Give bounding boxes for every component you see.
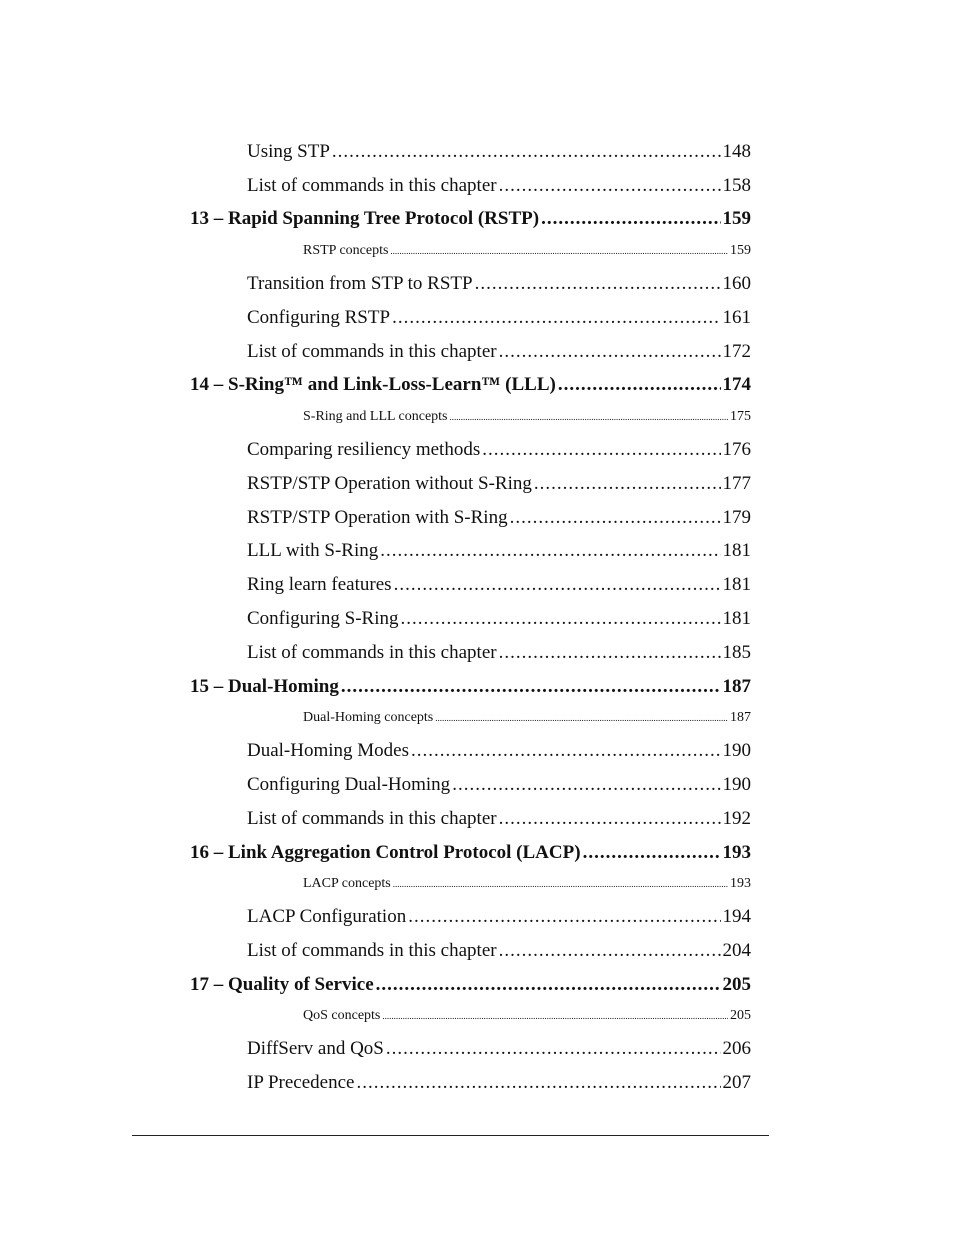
dot-leader bbox=[393, 880, 728, 889]
toc-subentry[interactable] bbox=[303, 410, 751, 424]
toc-entry-page: 160 bbox=[722, 273, 751, 294]
dot-leader bbox=[482, 440, 720, 459]
dot-leader bbox=[558, 375, 721, 394]
toc-entry-page: 185 bbox=[722, 642, 751, 663]
toc-entry-page: 176 bbox=[722, 439, 751, 460]
toc-chapter-entry[interactable] bbox=[190, 975, 751, 994]
toc-chapter-entry[interactable] bbox=[190, 677, 751, 696]
toc-entry-title: 17 – Quality of Service bbox=[190, 974, 374, 995]
toc-entry[interactable] bbox=[247, 274, 751, 293]
dot-leader bbox=[510, 508, 721, 527]
toc-entry-title: Transition from STP to RSTP bbox=[247, 273, 473, 294]
toc-subentry[interactable] bbox=[303, 711, 751, 725]
toc-entry[interactable] bbox=[247, 609, 751, 628]
toc-entry-page: 192 bbox=[722, 808, 751, 829]
dot-leader bbox=[390, 247, 728, 256]
toc-entry-page: 159 bbox=[722, 208, 751, 229]
toc-entry[interactable] bbox=[247, 474, 751, 493]
toc-entry-page: 158 bbox=[722, 175, 751, 196]
toc-chapter-entry[interactable] bbox=[190, 375, 751, 394]
toc-entry[interactable] bbox=[247, 643, 751, 662]
toc-entry-page: 181 bbox=[722, 540, 751, 561]
toc-entry[interactable] bbox=[247, 1073, 751, 1092]
toc-entry-page: 187 bbox=[730, 710, 751, 725]
dot-leader bbox=[382, 1012, 728, 1021]
toc-entry-title: Dual-Homing concepts bbox=[303, 710, 434, 725]
dot-leader bbox=[499, 643, 721, 662]
dot-leader bbox=[541, 209, 720, 228]
toc-entry-title: List of commands in this chapter bbox=[247, 175, 497, 196]
toc-entry-page: 204 bbox=[722, 940, 751, 961]
dot-leader bbox=[376, 975, 721, 994]
toc-entry-page: 193 bbox=[730, 876, 751, 891]
dot-leader bbox=[386, 1039, 721, 1058]
toc-entry[interactable] bbox=[247, 775, 751, 794]
toc-subentry[interactable] bbox=[303, 1009, 751, 1023]
dot-leader bbox=[332, 142, 721, 161]
toc-entry-title: LLL with S-Ring bbox=[247, 540, 379, 561]
dot-leader bbox=[452, 775, 720, 794]
toc-subentry[interactable] bbox=[303, 244, 751, 258]
toc-entry[interactable] bbox=[247, 809, 751, 828]
toc-entry-title: List of commands in this chapter bbox=[247, 940, 497, 961]
toc-entry-page: 206 bbox=[722, 1038, 751, 1059]
toc-entry-page: 179 bbox=[722, 507, 751, 528]
toc-entry-page: 148 bbox=[722, 141, 751, 162]
toc-entry-title: LACP Configuration bbox=[247, 906, 407, 927]
dot-leader bbox=[499, 176, 721, 195]
toc-entry-title: 13 – Rapid Spanning Tree Protocol (RSTP) bbox=[190, 208, 540, 229]
toc-entry-title: Dual-Homing Modes bbox=[247, 740, 410, 761]
dot-leader bbox=[499, 342, 721, 361]
toc-entry-title: RSTP concepts bbox=[303, 243, 389, 258]
toc-entry-title: List of commands in this chapter bbox=[247, 808, 497, 829]
toc-entry[interactable] bbox=[247, 508, 751, 527]
toc-entry-page: 194 bbox=[722, 906, 751, 927]
toc-chapter-entry[interactable] bbox=[190, 209, 751, 228]
toc-entry-title: Using STP bbox=[247, 141, 330, 162]
toc-entry-title: LACP concepts bbox=[303, 876, 391, 891]
toc-entry-title: RSTP/STP Operation without S-Ring bbox=[247, 473, 532, 494]
toc-entry-page: 193 bbox=[722, 842, 751, 863]
toc-entry-page: 181 bbox=[722, 608, 751, 629]
dot-leader bbox=[400, 609, 720, 628]
toc-entry-title: RSTP/STP Operation with S-Ring bbox=[247, 507, 508, 528]
toc-entry[interactable] bbox=[247, 440, 751, 459]
dot-leader bbox=[392, 308, 720, 327]
dot-leader bbox=[435, 714, 728, 723]
dot-leader bbox=[583, 843, 721, 862]
dot-leader bbox=[499, 941, 721, 960]
dot-leader bbox=[408, 907, 720, 926]
toc-entry[interactable] bbox=[247, 1039, 751, 1058]
toc-chapter-entry[interactable] bbox=[190, 843, 751, 862]
toc-entry-title: List of commands in this chapter bbox=[247, 642, 497, 663]
dot-leader bbox=[450, 413, 728, 422]
dot-leader bbox=[534, 474, 721, 493]
dot-leader bbox=[380, 541, 720, 560]
toc-entry-page: 174 bbox=[722, 374, 751, 395]
toc-entry[interactable] bbox=[247, 142, 751, 161]
footer-rule bbox=[132, 1135, 769, 1136]
toc-entry-page: 205 bbox=[722, 974, 751, 995]
toc-entry-page: 207 bbox=[722, 1072, 751, 1093]
toc-entry[interactable] bbox=[247, 575, 751, 594]
toc-entry-page: 181 bbox=[722, 574, 751, 595]
toc-entry-page: 205 bbox=[730, 1008, 751, 1023]
toc-entry-title: IP Precedence bbox=[247, 1072, 355, 1093]
toc-entry-title: DiffServ and QoS bbox=[247, 1038, 384, 1059]
toc-entry-page: 175 bbox=[730, 409, 751, 424]
toc-entry-page: 172 bbox=[722, 341, 751, 362]
toc-entry[interactable] bbox=[247, 342, 751, 361]
toc-entry-page: 161 bbox=[722, 307, 751, 328]
toc-entry-title: S-Ring and LLL concepts bbox=[303, 409, 448, 424]
dot-leader bbox=[341, 677, 721, 696]
dot-leader bbox=[356, 1073, 720, 1092]
dot-leader bbox=[394, 575, 721, 594]
toc-entry-page: 177 bbox=[722, 473, 751, 494]
toc-entry-title: Configuring Dual-Homing bbox=[247, 774, 451, 795]
toc-entry-page: 190 bbox=[722, 774, 751, 795]
toc-entry[interactable] bbox=[247, 907, 751, 926]
toc-entry-page: 187 bbox=[722, 676, 751, 697]
toc-entry-title: 14 – S-Ring™ and Link-Loss-Learn™ (LLL) bbox=[190, 374, 556, 395]
toc-entry[interactable] bbox=[247, 541, 751, 560]
toc-entry-title: Configuring S-Ring bbox=[247, 608, 399, 629]
dot-leader bbox=[499, 809, 721, 828]
dot-leader bbox=[475, 274, 721, 293]
toc-entry-title: List of commands in this chapter bbox=[247, 341, 497, 362]
toc-entry-title: Configuring RSTP bbox=[247, 307, 391, 328]
toc-entry-page: 190 bbox=[722, 740, 751, 761]
dot-leader bbox=[411, 741, 720, 760]
toc-subentry[interactable] bbox=[303, 877, 751, 891]
toc-entry-title: Ring learn features bbox=[247, 574, 392, 595]
toc-entry[interactable] bbox=[247, 176, 751, 195]
toc-entry-title: QoS concepts bbox=[303, 1008, 381, 1023]
toc-entry-title: 15 – Dual-Homing bbox=[190, 676, 339, 697]
toc-entry[interactable] bbox=[247, 308, 751, 327]
toc-entry[interactable] bbox=[247, 741, 751, 760]
toc-entry[interactable] bbox=[247, 941, 751, 960]
toc-entry-title: 16 – Link Aggregation Control Protocol (LACP) bbox=[190, 842, 581, 863]
toc-entry-page: 159 bbox=[730, 243, 751, 258]
toc-entry-title: Comparing resiliency methods bbox=[247, 439, 481, 460]
